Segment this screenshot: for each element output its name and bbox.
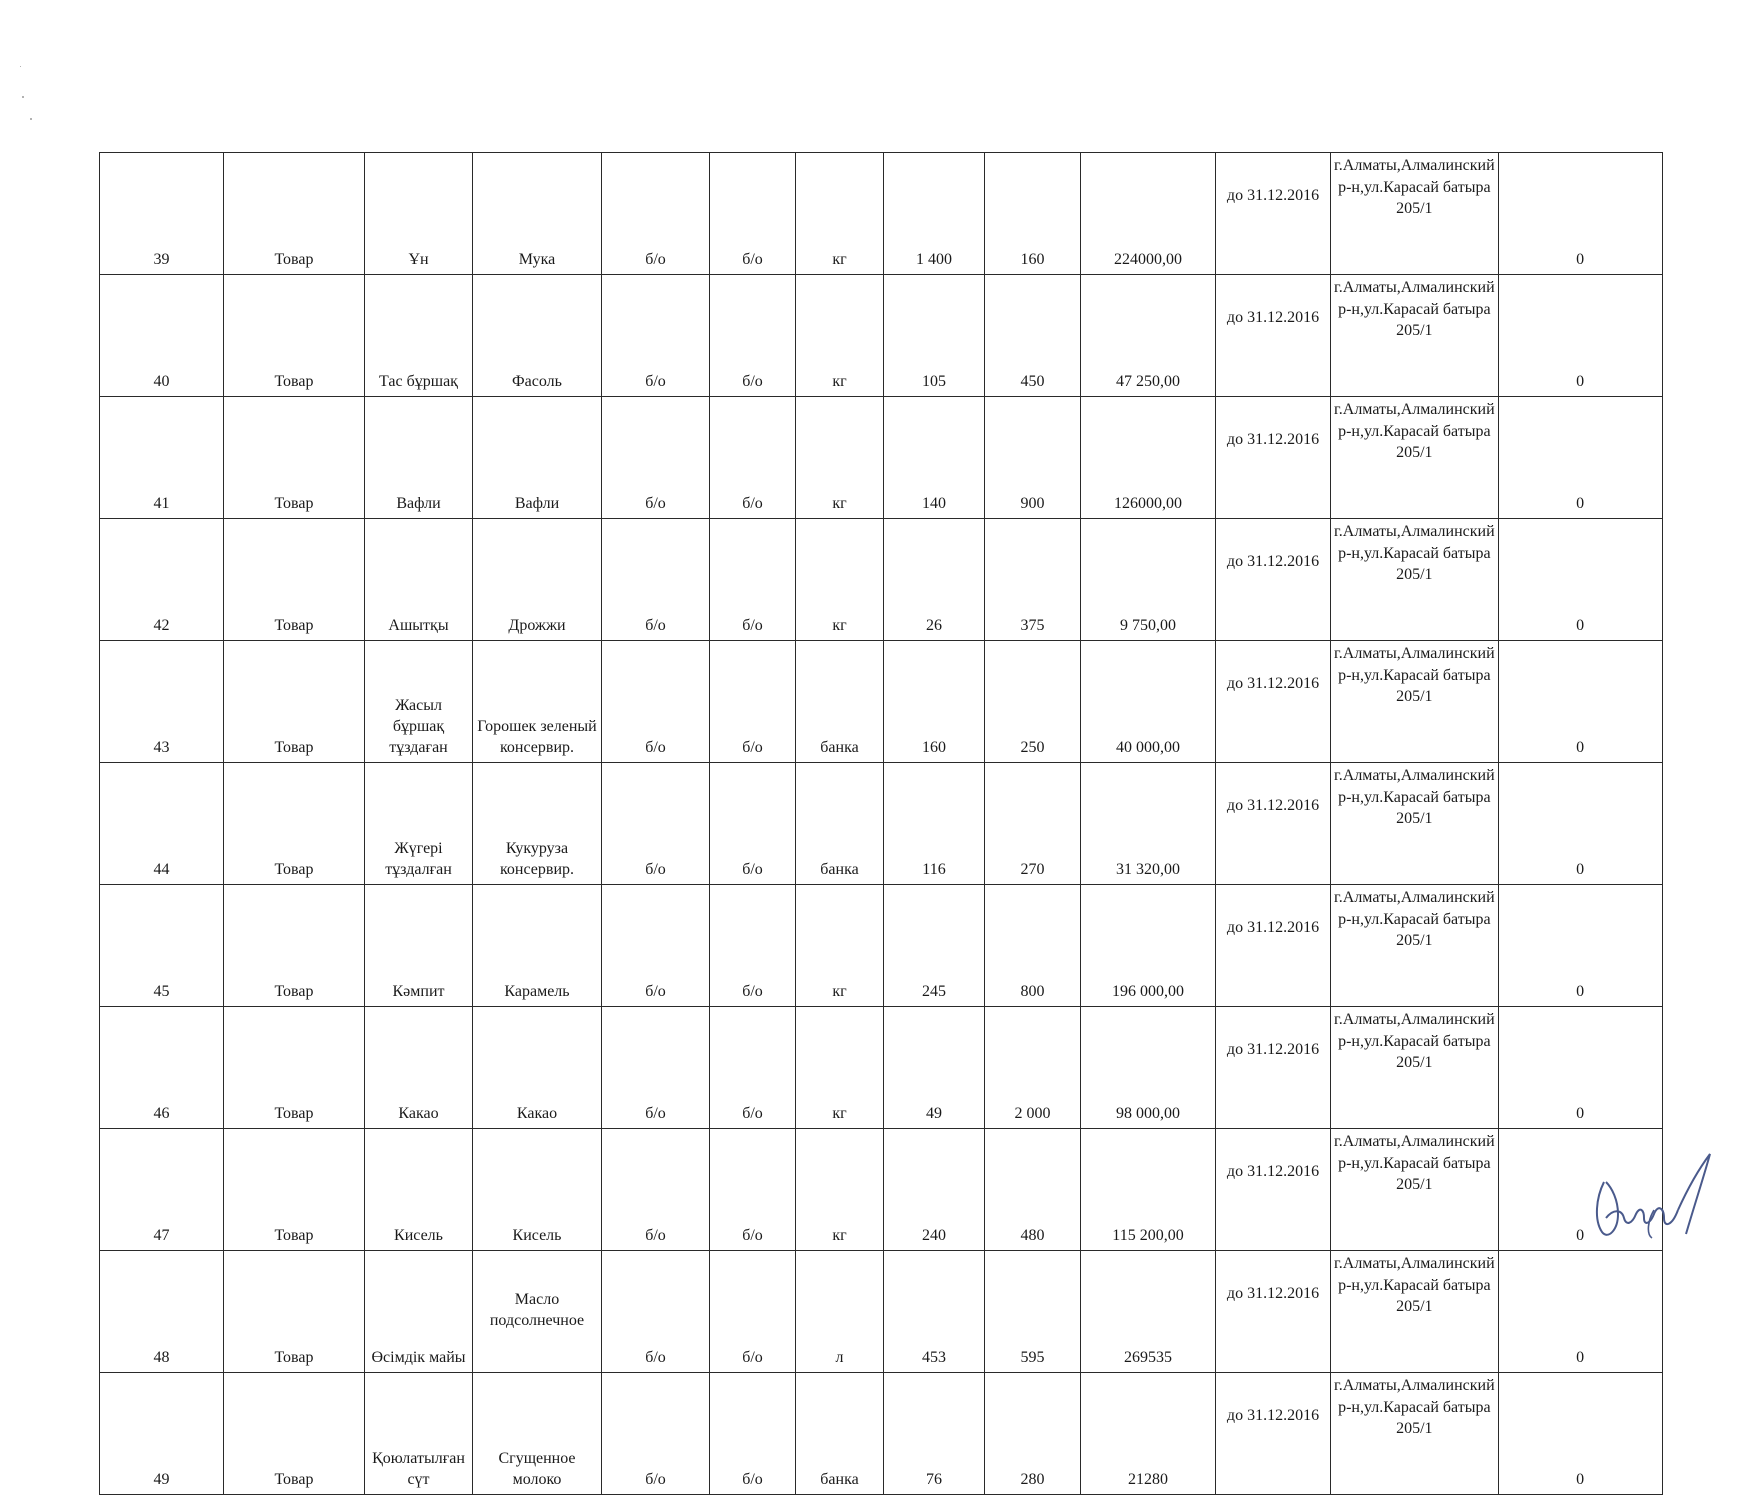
unit-cell: кг xyxy=(796,519,884,641)
sum-cell: 9 750,00 xyxy=(1081,519,1216,641)
spec-cell: б/о xyxy=(602,153,710,275)
table-body xyxy=(100,153,1663,1495)
deadline-cell: до 31.12.2016 xyxy=(1216,153,1331,275)
unit-cell: банка xyxy=(796,763,884,885)
item-type-cell: Товар xyxy=(224,1251,365,1373)
table-row xyxy=(100,1251,1663,1373)
last-value-cell: 0 xyxy=(1498,641,1662,763)
last-value-cell: 0 xyxy=(1498,153,1662,275)
item-type-cell: Товар xyxy=(224,519,365,641)
unit-cell: кг xyxy=(796,885,884,1007)
item-name-kz-cell: Ұн xyxy=(365,153,473,275)
spec-cell: б/о xyxy=(602,885,710,1007)
quantity-cell: 116 xyxy=(884,763,985,885)
last-value-cell: 0 xyxy=(1498,397,1662,519)
address-cell: г.Алматы,Алмалинский р-н,ул.Карасай батыра 205/1 xyxy=(1331,1007,1499,1129)
address-cell: г.Алматы,Алмалинский р-н,ул.Карасай батыра 205/1 xyxy=(1331,153,1499,275)
table-row xyxy=(100,1373,1663,1495)
table-row xyxy=(100,641,1663,763)
deadline-cell: до 31.12.2016 xyxy=(1216,1251,1331,1373)
item-name-ru-cell: Фасоль xyxy=(473,275,602,397)
last-value-cell: 0 xyxy=(1498,1007,1662,1129)
item-type-cell: Товар xyxy=(224,397,365,519)
deadline-cell: до 31.12.2016 xyxy=(1216,763,1331,885)
last-value-cell: 0 xyxy=(1498,1129,1662,1251)
item-name-kz-cell: Вафли xyxy=(365,397,473,519)
spec-cell: б/о xyxy=(602,519,710,641)
address-cell: г.Алматы,Алмалинский р-н,ул.Карасай батыра 205/1 xyxy=(1331,763,1499,885)
address-cell: г.Алматы,Алмалинский р-н,ул.Карасай батыра 205/1 xyxy=(1331,641,1499,763)
item-name-ru-cell: Кукуруза консервир. xyxy=(473,763,602,885)
price-cell: 160 xyxy=(985,153,1081,275)
row-number-cell: 43 xyxy=(100,641,224,763)
item-name-kz-cell: Қоюлатылған сүт xyxy=(365,1373,473,1495)
address-cell: г.Алматы,Алмалинский р-н,ул.Карасай батыра 205/1 xyxy=(1331,519,1499,641)
spec-cell: б/о xyxy=(602,763,710,885)
price-cell: 800 xyxy=(985,885,1081,1007)
deadline-cell: до 31.12.2016 xyxy=(1216,397,1331,519)
price-cell: 270 xyxy=(985,763,1081,885)
deadline-cell: до 31.12.2016 xyxy=(1216,885,1331,1007)
spec-cell: б/о xyxy=(602,641,710,763)
table-row xyxy=(100,397,1663,519)
quantity-cell: 76 xyxy=(884,1373,985,1495)
deadline-cell: до 31.12.2016 xyxy=(1216,641,1331,763)
row-number-cell: 48 xyxy=(100,1251,224,1373)
item-type-cell: Товар xyxy=(224,1007,365,1129)
spec-cell: б/о xyxy=(602,1007,710,1129)
address-cell: г.Алматы,Алмалинский р-н,ул.Карасай батыра 205/1 xyxy=(1331,1251,1499,1373)
item-type-cell: Товар xyxy=(224,641,365,763)
spec-cell: б/о xyxy=(602,1373,710,1495)
last-value-cell: 0 xyxy=(1498,1373,1662,1495)
row-number-cell: 40 xyxy=(100,275,224,397)
address-cell: г.Алматы,Алмалинский р-н,ул.Карасай батыра 205/1 xyxy=(1331,1129,1499,1251)
spec-cell: б/о xyxy=(710,885,796,1007)
scan-speck xyxy=(30,118,32,120)
price-cell: 2 000 xyxy=(985,1007,1081,1129)
spec-cell: б/о xyxy=(710,1251,796,1373)
price-cell: 900 xyxy=(985,397,1081,519)
unit-cell: л xyxy=(796,1251,884,1373)
row-number-cell: 45 xyxy=(100,885,224,1007)
deadline-cell: до 31.12.2016 xyxy=(1216,1373,1331,1495)
table-row xyxy=(100,519,1663,641)
deadline-cell: до 31.12.2016 xyxy=(1216,1007,1331,1129)
spec-cell: б/о xyxy=(710,1373,796,1495)
row-number-cell: 47 xyxy=(100,1129,224,1251)
item-name-kz-cell: Кәмпит xyxy=(365,885,473,1007)
signature-icon xyxy=(1588,1148,1718,1240)
row-number-cell: 42 xyxy=(100,519,224,641)
table-row xyxy=(100,763,1663,885)
price-cell: 480 xyxy=(985,1129,1081,1251)
address-cell: г.Алматы,Алмалинский р-н,ул.Карасай батыра 205/1 xyxy=(1331,1373,1499,1495)
spec-cell: б/о xyxy=(710,763,796,885)
sum-cell: 47 250,00 xyxy=(1081,275,1216,397)
sum-cell: 98 000,00 xyxy=(1081,1007,1216,1129)
item-name-ru-cell: Какао xyxy=(473,1007,602,1129)
price-cell: 595 xyxy=(985,1251,1081,1373)
spec-cell: б/о xyxy=(602,397,710,519)
unit-cell: кг xyxy=(796,275,884,397)
spec-cell: б/о xyxy=(710,1007,796,1129)
price-cell: 375 xyxy=(985,519,1081,641)
quantity-cell: 1 400 xyxy=(884,153,985,275)
item-name-kz-cell: Какао xyxy=(365,1007,473,1129)
sum-cell: 196 000,00 xyxy=(1081,885,1216,1007)
row-number-cell: 44 xyxy=(100,763,224,885)
item-type-cell: Товар xyxy=(224,275,365,397)
deadline-cell: до 31.12.2016 xyxy=(1216,519,1331,641)
quantity-cell: 26 xyxy=(884,519,985,641)
item-name-kz-cell: Кисель xyxy=(365,1129,473,1251)
spec-cell: б/о xyxy=(602,1251,710,1373)
last-value-cell: 0 xyxy=(1498,885,1662,1007)
quantity-cell: 245 xyxy=(884,885,985,1007)
row-number-cell: 39 xyxy=(100,153,224,275)
last-value-cell: 0 xyxy=(1498,1251,1662,1373)
sum-cell: 40 000,00 xyxy=(1081,641,1216,763)
item-name-kz-cell: Тас бұршақ xyxy=(365,275,473,397)
item-name-kz-cell: Жасыл бұршақ тұздаған xyxy=(365,641,473,763)
spec-cell: б/о xyxy=(710,1129,796,1251)
item-name-ru-cell: Карамель xyxy=(473,885,602,1007)
last-value-cell: 0 xyxy=(1498,763,1662,885)
item-name-ru-cell: Масло подсолнечное xyxy=(473,1251,602,1373)
table-row xyxy=(100,1129,1663,1251)
quantity-cell: 49 xyxy=(884,1007,985,1129)
address-cell: г.Алматы,Алмалинский р-н,ул.Карасай батыра 205/1 xyxy=(1331,275,1499,397)
row-number-cell: 49 xyxy=(100,1373,224,1495)
table-row xyxy=(100,885,1663,1007)
spec-cell: б/о xyxy=(602,1129,710,1251)
row-number-cell: 41 xyxy=(100,397,224,519)
item-type-cell: Товар xyxy=(224,1129,365,1251)
sum-cell: 224000,00 xyxy=(1081,153,1216,275)
unit-cell: банка xyxy=(796,641,884,763)
item-name-ru-cell: Вафли xyxy=(473,397,602,519)
item-name-ru-cell: Дрожжи xyxy=(473,519,602,641)
scan-speck xyxy=(22,96,24,98)
deadline-cell: до 31.12.2016 xyxy=(1216,275,1331,397)
price-cell: 280 xyxy=(985,1373,1081,1495)
price-cell: 250 xyxy=(985,641,1081,763)
unit-cell: кг xyxy=(796,397,884,519)
quantity-cell: 140 xyxy=(884,397,985,519)
spec-cell: б/о xyxy=(710,397,796,519)
quantity-cell: 160 xyxy=(884,641,985,763)
spec-cell: б/о xyxy=(710,519,796,641)
sum-cell: 31 320,00 xyxy=(1081,763,1216,885)
item-type-cell: Товар xyxy=(224,153,365,275)
quantity-cell: 105 xyxy=(884,275,985,397)
procurement-table xyxy=(99,152,1663,1495)
item-type-cell: Товар xyxy=(224,885,365,1007)
price-cell: 450 xyxy=(985,275,1081,397)
last-value-cell: 0 xyxy=(1498,275,1662,397)
unit-cell: банка xyxy=(796,1373,884,1495)
unit-cell: кг xyxy=(796,1129,884,1251)
sum-cell: 269535 xyxy=(1081,1251,1216,1373)
sum-cell: 21280 xyxy=(1081,1373,1216,1495)
spec-cell: б/о xyxy=(602,275,710,397)
address-cell: г.Алматы,Алмалинский р-н,ул.Карасай батыра 205/1 xyxy=(1331,885,1499,1007)
item-type-cell: Товар xyxy=(224,763,365,885)
unit-cell: кг xyxy=(796,153,884,275)
deadline-cell: до 31.12.2016 xyxy=(1216,1129,1331,1251)
table-row xyxy=(100,275,1663,397)
item-name-ru-cell: Кисель xyxy=(473,1129,602,1251)
item-name-kz-cell: Ашытқы xyxy=(365,519,473,641)
table-row xyxy=(100,153,1663,275)
quantity-cell: 240 xyxy=(884,1129,985,1251)
quantity-cell: 453 xyxy=(884,1251,985,1373)
item-name-ru-cell: Горошек зеленый консервир. xyxy=(473,641,602,763)
address-cell: г.Алматы,Алмалинский р-н,ул.Карасай батыра 205/1 xyxy=(1331,397,1499,519)
scan-speck xyxy=(20,66,21,67)
spec-cell: б/о xyxy=(710,275,796,397)
unit-cell: кг xyxy=(796,1007,884,1129)
sum-cell: 115 200,00 xyxy=(1081,1129,1216,1251)
item-type-cell: Товар xyxy=(224,1373,365,1495)
spec-cell: б/о xyxy=(710,153,796,275)
item-name-kz-cell: Өсімдік майы xyxy=(365,1251,473,1373)
table-row xyxy=(100,1007,1663,1129)
item-name-ru-cell: Сгущенное молоко xyxy=(473,1373,602,1495)
last-value-cell: 0 xyxy=(1498,519,1662,641)
item-name-ru-cell: Мука xyxy=(473,153,602,275)
item-name-kz-cell: Жүгері тұздалған xyxy=(365,763,473,885)
sum-cell: 126000,00 xyxy=(1081,397,1216,519)
row-number-cell: 46 xyxy=(100,1007,224,1129)
spec-cell: б/о xyxy=(710,641,796,763)
